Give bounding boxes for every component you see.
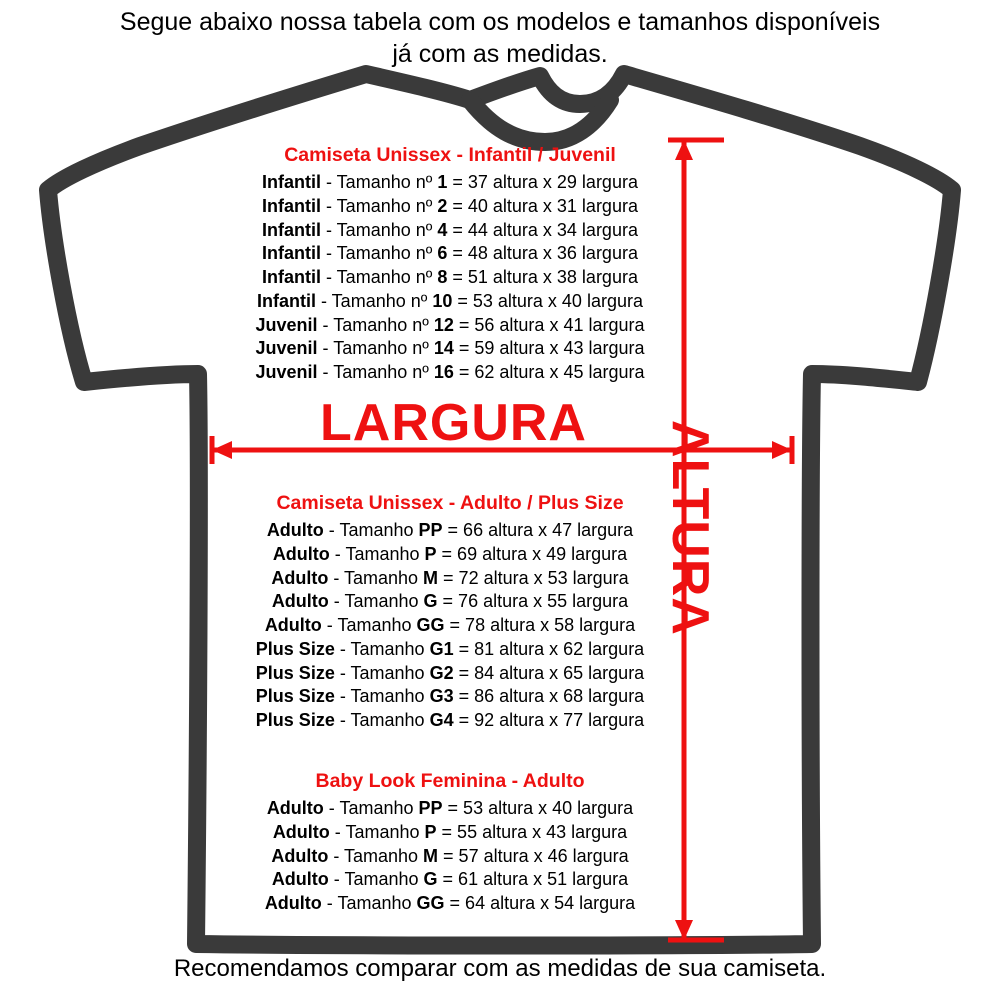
size-row: [130, 337, 770, 361]
size-row: [130, 685, 770, 709]
size-row-spec: = 64 altura x 54 largura: [444, 893, 636, 913]
size-row-separator: - Tamanho: [328, 591, 424, 612]
size-row-separator: - Tamanho: [334, 710, 430, 730]
size-row-spec: = 62 altura x 45 largura: [453, 362, 645, 382]
size-row-size: 8: [437, 267, 448, 287]
size-row-size: PP: [418, 520, 443, 540]
size-row-group: Adulto: [271, 869, 329, 890]
table-baby-look: [130, 770, 770, 916]
size-row-size: 14: [433, 338, 454, 359]
size-row: [130, 519, 770, 543]
size-row: [130, 590, 770, 614]
size-row-group: Infantil: [262, 195, 322, 216]
size-row-spec: = 57 altura x 46 largura: [438, 845, 629, 866]
size-row-separator: - Tamanho: [334, 638, 430, 659]
size-row-spec: = 37 altura x 29 largura: [447, 172, 638, 192]
table-rows: [130, 797, 770, 916]
size-row-size: P: [424, 543, 437, 564]
size-row: [130, 361, 770, 385]
size-row: [130, 219, 770, 243]
size-row: [130, 892, 770, 916]
size-row-spec: = 92 altura x 77 largura: [453, 710, 645, 730]
size-row-size: 4: [437, 219, 448, 240]
size-row-separator: - Tamanho nº: [321, 219, 438, 240]
size-row-separator: - Tamanho: [328, 567, 424, 588]
size-row-separator: - Tamanho nº: [317, 338, 434, 359]
table-title: Camiseta Unissex - Adulto / Plus Size: [276, 492, 624, 514]
altura-label: ALTURA: [661, 420, 719, 636]
table-infantil-juvenil: [130, 144, 770, 385]
size-row-group: Infantil: [257, 290, 317, 311]
size-row-separator: - Tamanho nº: [321, 195, 438, 216]
size-row: [130, 543, 770, 567]
size-row-group: Adulto: [264, 615, 322, 635]
size-row-size: 1: [437, 172, 448, 192]
size-row-separator: - Tamanho: [321, 893, 417, 913]
size-row: [130, 797, 770, 821]
size-row-spec: = 48 altura x 36 largura: [447, 243, 638, 264]
size-row-spec: = 66 altura x 47 largura: [442, 520, 634, 540]
size-row-group: Adulto: [271, 845, 329, 866]
size-row-group: Infantil: [262, 219, 322, 240]
size-row-spec: = 56 altura x 41 largura: [453, 314, 645, 335]
size-row-group: Plus Size: [255, 662, 335, 683]
size-row-size: G1: [429, 638, 454, 659]
size-row-size: G: [423, 591, 438, 612]
size-row-size: 2: [437, 195, 448, 216]
size-row-separator: - Tamanho nº: [321, 172, 438, 192]
size-row-separator: - Tamanho nº: [317, 314, 434, 335]
size-row-size: G2: [429, 662, 454, 683]
size-row-group: Adulto: [272, 543, 330, 564]
size-row-spec: = 78 altura x 58 largura: [444, 615, 636, 635]
size-row-group: Juvenil: [255, 362, 318, 382]
size-row: [130, 195, 770, 219]
size-row-group: Juvenil: [255, 338, 318, 359]
size-row-separator: - Tamanho nº: [321, 267, 438, 287]
size-row-group: Juvenil: [255, 314, 318, 335]
size-row-group: Adulto: [266, 798, 324, 818]
size-row-spec: = 51 altura x 38 largura: [447, 267, 638, 287]
size-row-spec: = 44 altura x 34 largura: [447, 219, 638, 240]
size-row-group: Adulto: [271, 591, 329, 612]
size-row-size: M: [423, 845, 439, 866]
size-row-group: Adulto: [272, 821, 330, 842]
size-row-spec: = 61 altura x 51 largura: [437, 869, 629, 890]
altura-arrow-bottom: [675, 920, 693, 940]
size-row-spec: = 40 altura x 31 largura: [447, 195, 638, 216]
size-row: [130, 266, 770, 290]
size-row-group: Infantil: [262, 267, 322, 287]
size-row-size: PP: [418, 798, 443, 818]
footer-text: Recomendamos comparar com as medidas de sua camiseta.: [173, 955, 827, 982]
size-row-spec: = 81 altura x 62 largura: [453, 638, 645, 659]
size-row-group: Infantil: [262, 172, 322, 192]
size-row: [130, 845, 770, 869]
size-row: [130, 314, 770, 338]
size-row-spec: = 53 altura x 40 largura: [442, 798, 634, 818]
size-row-spec: = 55 altura x 43 largura: [436, 821, 628, 842]
size-row-spec: = 86 altura x 68 largura: [453, 686, 645, 707]
size-row-spec: = 69 altura x 49 largura: [436, 543, 628, 564]
size-row-group: Plus Size: [255, 710, 335, 730]
size-row: [130, 614, 770, 638]
largura-arrow-left: [212, 441, 232, 459]
size-row-size: 10: [432, 290, 453, 311]
size-row-separator: - Tamanho: [321, 615, 417, 635]
size-row: [130, 171, 770, 195]
size-row-separator: - Tamanho: [329, 821, 425, 842]
size-row-size: G4: [429, 710, 454, 730]
size-row-size: 6: [437, 243, 448, 264]
size-row: [130, 821, 770, 845]
header-line-1: Segue abaixo nossa tabela com os modelos e tamanhos disponíveis: [119, 8, 881, 36]
size-row-separator: - Tamanho: [329, 543, 425, 564]
size-row: [130, 242, 770, 266]
size-row-size: 12: [433, 314, 454, 335]
size-row-group: Infantil: [262, 243, 322, 264]
size-row-group: Adulto: [266, 520, 324, 540]
size-row-size: GG: [416, 893, 445, 913]
size-row-spec: = 84 altura x 65 largura: [453, 662, 645, 683]
size-row-size: P: [424, 821, 437, 842]
table-adulto-plussize: [130, 492, 770, 733]
table-rows: [130, 171, 770, 385]
size-row: [130, 290, 770, 314]
size-row: [130, 638, 770, 662]
table-title: Baby Look Feminina - Adulto: [315, 770, 585, 792]
size-row-separator: - Tamanho: [328, 869, 424, 890]
size-row-size: G3: [429, 686, 454, 707]
size-row-separator: - Tamanho nº: [321, 243, 438, 264]
size-row-separator: - Tamanho nº: [316, 290, 433, 311]
size-row: [130, 567, 770, 591]
size-row-size: M: [423, 567, 439, 588]
size-row-separator: - Tamanho: [323, 798, 419, 818]
size-row-spec: = 76 altura x 55 largura: [437, 591, 629, 612]
header-line-2: já com as medidas.: [392, 40, 608, 68]
size-row-separator: - Tamanho: [334, 686, 430, 707]
size-row-group: Adulto: [271, 567, 329, 588]
table-title: Camiseta Unissex - Infantil / Juvenil: [284, 144, 616, 166]
size-row-size: GG: [416, 615, 445, 635]
size-row-separator: - Tamanho: [328, 845, 424, 866]
size-row-group: Plus Size: [255, 686, 335, 707]
size-row-spec: = 53 altura x 40 largura: [452, 290, 643, 311]
size-row-separator: - Tamanho: [323, 520, 419, 540]
size-row-group: Adulto: [264, 893, 322, 913]
size-row: [130, 709, 770, 733]
size-row-size: 16: [433, 362, 454, 382]
largura-arrow-right: [772, 441, 792, 459]
table-rows: [130, 519, 770, 733]
size-row-separator: - Tamanho nº: [317, 362, 434, 382]
largura-label: LARGURA: [320, 394, 587, 452]
size-row-spec: = 59 altura x 43 largura: [453, 338, 645, 359]
size-row: [130, 662, 770, 686]
size-row-size: G: [423, 869, 438, 890]
size-row-spec: = 72 altura x 53 largura: [438, 567, 629, 588]
tshirt-collar: [470, 100, 610, 142]
size-row-separator: - Tamanho: [334, 662, 430, 683]
size-row-group: Plus Size: [255, 638, 335, 659]
header-text: [0, 6, 1000, 70]
size-row: [130, 868, 770, 892]
